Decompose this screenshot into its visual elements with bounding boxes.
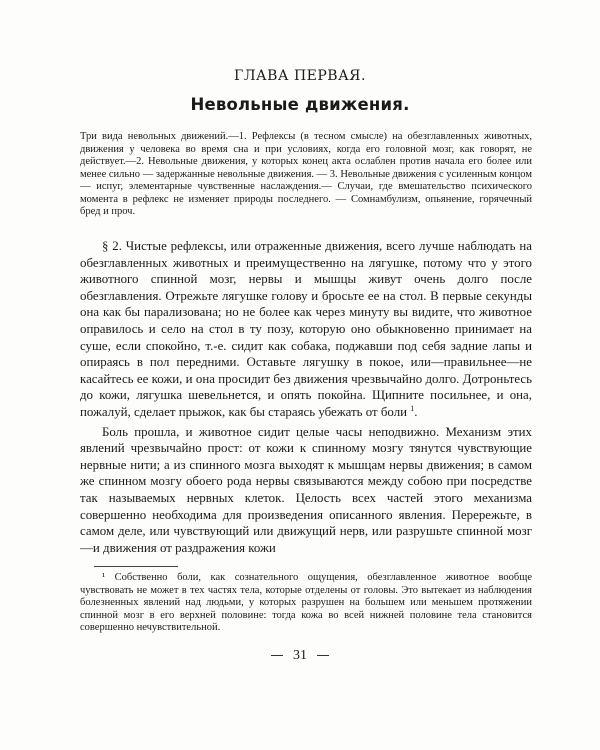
paragraph: § 2. Чистые рефлексы, или отраженные движения, всего лучше наблюдать на обезглавленных животных и преимущественно на лягушке, потому что у этого животного спинной мозг, нервы и мышцы живут очень долго после обезглавления. Отрежьте лягушке голову и бросьте ее на стол. В первые секунды она как бы парализована; но не более как через минуту вы видите, что животное оправилось и село на стол в ту позу, которую оно обыкновенно принимает на суше, если спокойно, т.-е. сидит как собака, поджавши под себя задние лапы и опираясь в пол передними. Оставьте лягушку в покое, или—правильнее—не касайтесь ее кожи, и она просидит без движения чрезвычайно долго. Дотроньтесь до кожи, лягушка шевельнется, и опять покойна. Щипните посильнее, и она, пожалуй, сделает прыжок, как бы стараясь убежать от боли $^1$. bbox=[80, 239, 532, 419]
paragraph bbox=[80, 424, 532, 557]
chapter-summary bbox=[80, 131, 532, 219]
paragraph-text: Боль прошла, и животное сидит целые часы неподвижно. Механизм этих явлений чрезвычайно прост: от кожи к спинному мозгу тянутся чувствующие нервные нити; а из спинного мозга выходят к мышцам нервы движения; в самом же спинном мозгу обоего рода нервы связываются между собою при посредстве так называемых нервных клеток. Целость всех частей этого механизма совершенно необходима для произведения описанного явления. Перережьте, в самом деле, или чувствующий или движущий нерв, или разрушьте спинной мозг—и движения от раздражения кожи bbox=[80, 424, 532, 555]
page-number-block bbox=[0, 648, 600, 664]
footnote-divider bbox=[94, 566, 178, 567]
section-title: Невольные движения. bbox=[190, 95, 410, 114]
page-number: 31 bbox=[293, 648, 307, 663]
dash-left bbox=[271, 655, 283, 656]
chapter-heading: ГЛАВА ПЕРВАЯ. bbox=[234, 68, 366, 84]
summary-text: Три вида невольных движений.—1. Рефлексы (в тесном смысле) на обезглавленных животных, движения у человека во время сна и при условиях, когда его головной мозг, как говорят, не действует.—2. Невольные движения, у которых конец акта ослаблен против начала его более или менее сильно — задержанные невольные движения. — 3. Невольные движения с усиленным концом — испуг, элементарные чувственные наслаждения.— Случаи, где вмешательство психического момента в рефлекс не изменяет природы последнего. — Сомнамбулизм, опьянение, горячечный бред и проч. bbox=[80, 131, 532, 217]
dash-right bbox=[317, 655, 329, 656]
footnote: ¹ Собственно боли, как сознательного ощущения, обезглавленное животное вообще чувствовать не может в тех частях тела, которые отделены от головы. Это вытекает из наблюдения болезненных явлений над людьми, у которых разрушен на большем или меньшем протяжении спинной мозг в его верхней половине: тогда кожа во всей нижней половине тела становится совершенно нечувствительной. bbox=[80, 572, 532, 633]
paragraph-text: § 2. Чистые рефлексы, или отраженные движения, всего лучше наблюдать на обезглавленных животных и преимущественно на лягушке, потому что у этого животного спинной мозг, нервы и мышцы живут очень долго после обезглавления. Отрежьте лягушке голову и бросьте ее на стол. В первые секунды она как бы парализована; но не более как через минуту вы видите, что животное оправилось и село на стол в ту позу, которую оно обыкновенно принимает на суше, если спокойно, т.-е. сидит как собака, поджавши под себя задние лапы и опираясь в пол передними. Оставьте лягушку в покое, или—правильнее—не касайтесь ее кожи, и она просидит без движения чрезвычайно долго. Дотроньтесь до кожи, лягушка шевельнется, и опять покойна. Щипните посильнее, и она, пожалуй, сделает прыжок, как бы стараясь убежать от боли bbox=[80, 239, 532, 419]
main-text bbox=[80, 238, 532, 558]
footnote-ref[interactable]: 1 bbox=[410, 403, 415, 413]
